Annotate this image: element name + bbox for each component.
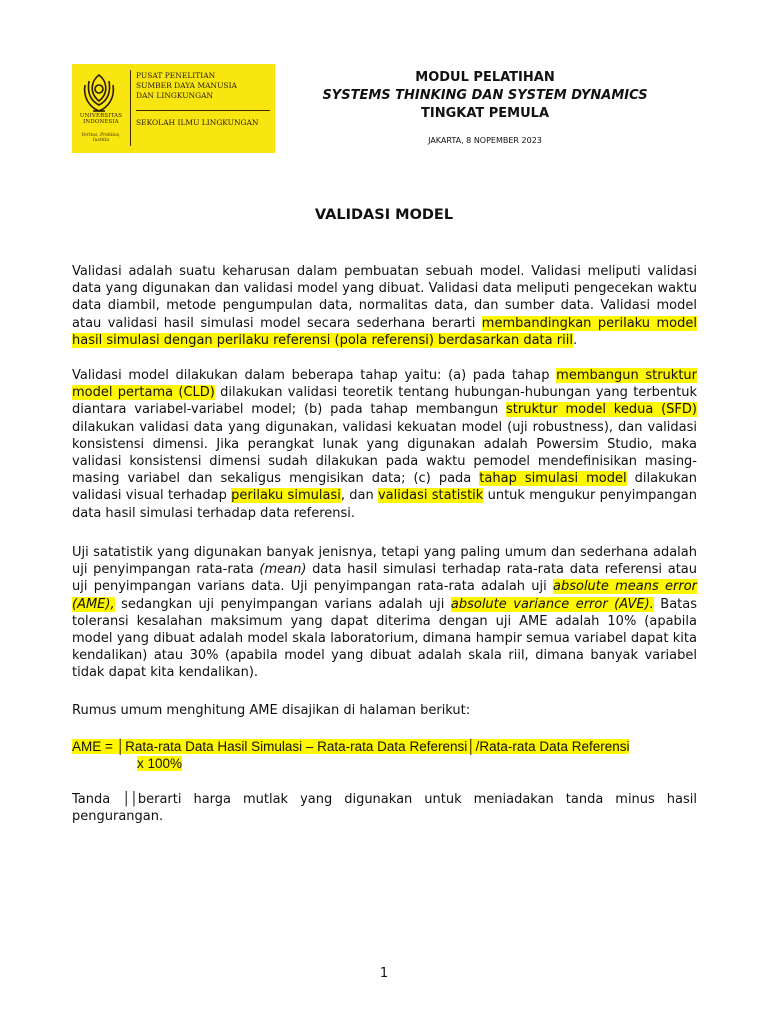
paragraph-text-p3-2: data hasil simulasi terhadap rata-rata data referensi atau uji penyimpangan varians data. Uji penyimpangan rata-rata adalah uji: [72, 562, 697, 595]
logo-separator: [136, 110, 270, 111]
page-number: 1: [379, 966, 389, 981]
section-title: VALIDASI MODEL: [314, 207, 454, 223]
paragraph-text-p2-2: dilakukan validasi teoretik tentang hubungan-hubungan yang terbentuk diantara variabel-variabel model; (b) pada tahap membangun: [72, 385, 697, 418]
logo-divider: [130, 70, 131, 146]
paragraph-statistical-tests: [72, 544, 697, 682]
highlighted-text-p2-3: struktur model kedua (SFD): [506, 402, 697, 418]
highlighted-text-p2-5: tahap simulasi model: [479, 471, 627, 487]
module-date: JAKARTA, 8 NOPEMBER 2023: [428, 136, 542, 145]
institution-logo: [72, 64, 275, 153]
paragraph-absolute-note: [72, 791, 697, 825]
paragraph-text-p2-6: dilakukan validasi visual terhadap: [72, 471, 697, 504]
paragraph-validation-definition: [72, 263, 697, 349]
formula-line-1: AME = │Rata-rata Data Hasil Simulasi – Rata-rata Data Referensi│/Rata-rata Data Referensi: [72, 739, 630, 754]
school-name: SEKOLAH ILMU LINGKUNGAN: [136, 118, 259, 127]
highlighted-text-p2-9: validasi statistik: [377, 488, 484, 504]
paragraph-text-p3-1: (mean): [259, 562, 307, 578]
highlighted-text-p3-3: absolute means error (AME),: [72, 579, 697, 612]
highlighted-text-p1-1: membandingkan perilaku model hasil simulasi dengan perilaku referensi (pola referensi) berdasarkan data riil: [72, 315, 697, 348]
highlighted-text-p3-5: absolute variance error (AVE).: [450, 596, 654, 612]
highlighted-text-p2-1: membangun struktur model pertama (CLD): [72, 368, 698, 401]
paragraph-text-p1-2: .: [572, 332, 578, 348]
university-name: UNIVERSITAS INDONESIA: [79, 113, 123, 126]
module-level: TINGKAT PEMULA: [420, 106, 550, 121]
paragraph-text-p1-0: Validasi adalah suatu keharusan dalam pembuatan sebuah model. Validasi meliputi validasi data yang digunakan dan validasi model yang dibuat. Validasi data meliputi pengecekan waktu data diambil, metode pengumpulan data, normalitas data, dan sumber data. Validasi model atau validasi hasil simulasi model secara sederhana berarti: [72, 264, 697, 331]
highlighted-text-p2-7: perilaku simulasi: [231, 488, 341, 504]
paragraph-text-p2-4: dilakukan validasi data yang digunakan, validasi kekuatan model (uji robustness), dan validasi konsistensi dimensi. Jika perangkat lunak yang digunakan adalah Powersim Studio, maka validasi konsistensi dimensi sudah dilakukan pada waktu pemodel mendefinisikan masing-masing variabel dan sekaligus mengisikan data; (c) pada: [72, 419, 697, 487]
paragraph-text-p4-0: Rumus umum menghitung AME disajikan di halaman berikut:: [72, 703, 471, 718]
university-motto: Veritas, Probitas, Iustitia: [81, 133, 121, 143]
formula-line-2: x 100%: [137, 756, 183, 771]
paragraph-ame-intro: [72, 702, 697, 719]
paragraph-text-p6-0: Tanda ││berarti harga mutlak yang digunakan untuk meniadakan tanda minus hasil pengurangan.: [72, 792, 697, 825]
paragraph-text-p3-6: Batas toleransi kesalahan maksimum yang dapat diterima dengan uji AME adalah 10% (apabila model yang dibuat adalah model skala laboratorium, dimana hampir semua variabel dapat kita kendalikan) atau 30% (apabila model yang dibuat adalah skala riil, dimana banyak variabel tidak dapat kita kendalikan).: [72, 596, 697, 681]
module-subject: SYSTEMS THINKING DAN SYSTEM DYNAMICS: [322, 88, 648, 103]
paragraph-text-p2-8: , dan: [340, 488, 378, 504]
paragraph-text-p3-4: sedangkan uji penyimpangan varians adalah uji: [114, 596, 451, 612]
paragraph-text-p2-10: untuk mengukur penyimpangan data hasil simulasi terhadap data referensi.: [72, 488, 697, 521]
paragraph-validation-stages: [72, 367, 697, 522]
paragraph-text-p2-0: Validasi model dilakukan dalam beberapa tahap yaitu: (a) pada tahap: [72, 368, 557, 383]
module-title: MODUL PELATIHAN: [415, 70, 555, 85]
paragraph-text-p3-0: Uji satatistik yang digunakan banyak jenisnya, tetapi yang paling umum dan sederhana adalah uji penyimpangan rata-rata: [72, 545, 697, 578]
department-name: PUSAT PENELITIAN SUMBER DAYA MANUSIA DAN LINGKUNGAN: [136, 71, 237, 100]
